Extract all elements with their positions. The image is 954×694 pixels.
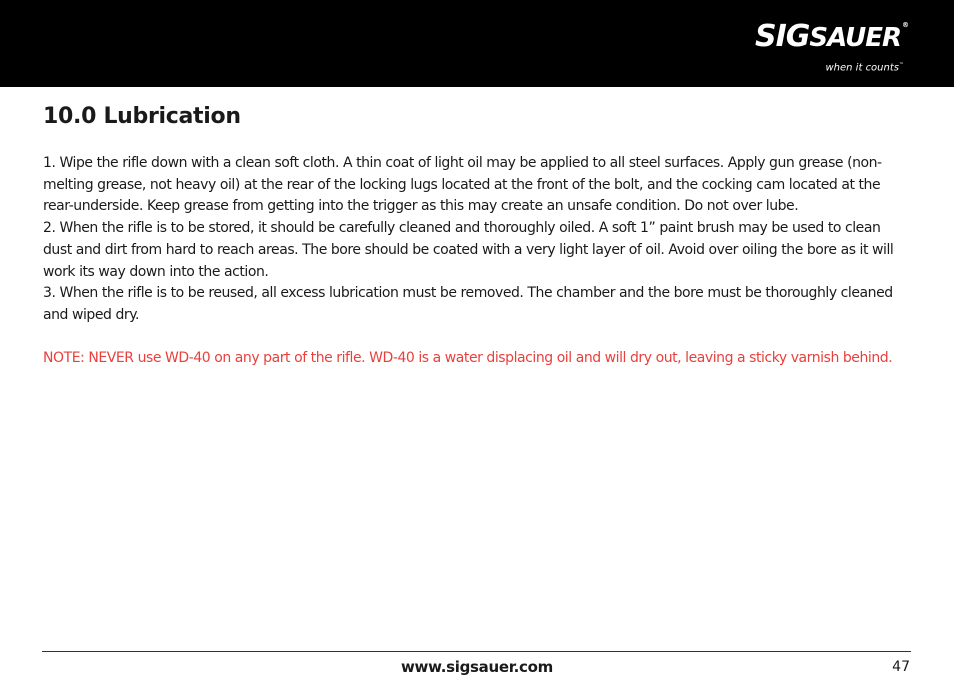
page-number: 47 (892, 659, 910, 675)
footer-website-url: www.sigsauer.com (400, 658, 553, 676)
paragraph-1: 1. Wipe the rifle down with a clean soft cloth. A thin coat of light oil may be applied to all steel surfaces. Apply gun grease (non-melting grease, not heavy oil) at the rear of the locking lugs located at the front of the bolt, and the cocking cam located at the rear-underside. Keep grease from getting into the trigger as this may create an unsafe condition. Do not over lube. (43, 155, 882, 215)
logo-tagline-text: when it counts (825, 62, 899, 74)
section-title: 10.0 Lubrication (43, 104, 241, 129)
paragraph-2: 2. When the rifle is to be stored, it should be carefully cleaned and thoroughly oiled. A soft 1” paint brush may be used to clean dust and dirt from hard to reach areas. The bore should be coated with a very light layer of oil. Avoid over oiling the bore as it will work its way down into the action. (43, 220, 894, 280)
logo-wordmark (755, 19, 908, 54)
logo-tagline (826, 62, 905, 73)
sig-sauer-logo (755, 19, 912, 78)
warning-note: NOTE: NEVER use WD-40 on any part of the rifle. WD-40 is a water displacing oil and will dry out, leaving a sticky varnish behind. (43, 350, 893, 367)
trademark-mark: ™ (899, 62, 904, 68)
logo-sauer-text: SAUER (809, 23, 901, 53)
section-body (43, 153, 913, 370)
logo-sig-text: SIG (755, 19, 810, 54)
footer-divider (42, 651, 911, 652)
registered-mark: ® (902, 21, 908, 29)
paragraph-3: 3. When the rifle is to be reused, all excess lubrication must be removed. The chamber and the bore must be thoroughly cleaned and wiped dry. (43, 285, 893, 323)
header-bar (0, 0, 954, 87)
